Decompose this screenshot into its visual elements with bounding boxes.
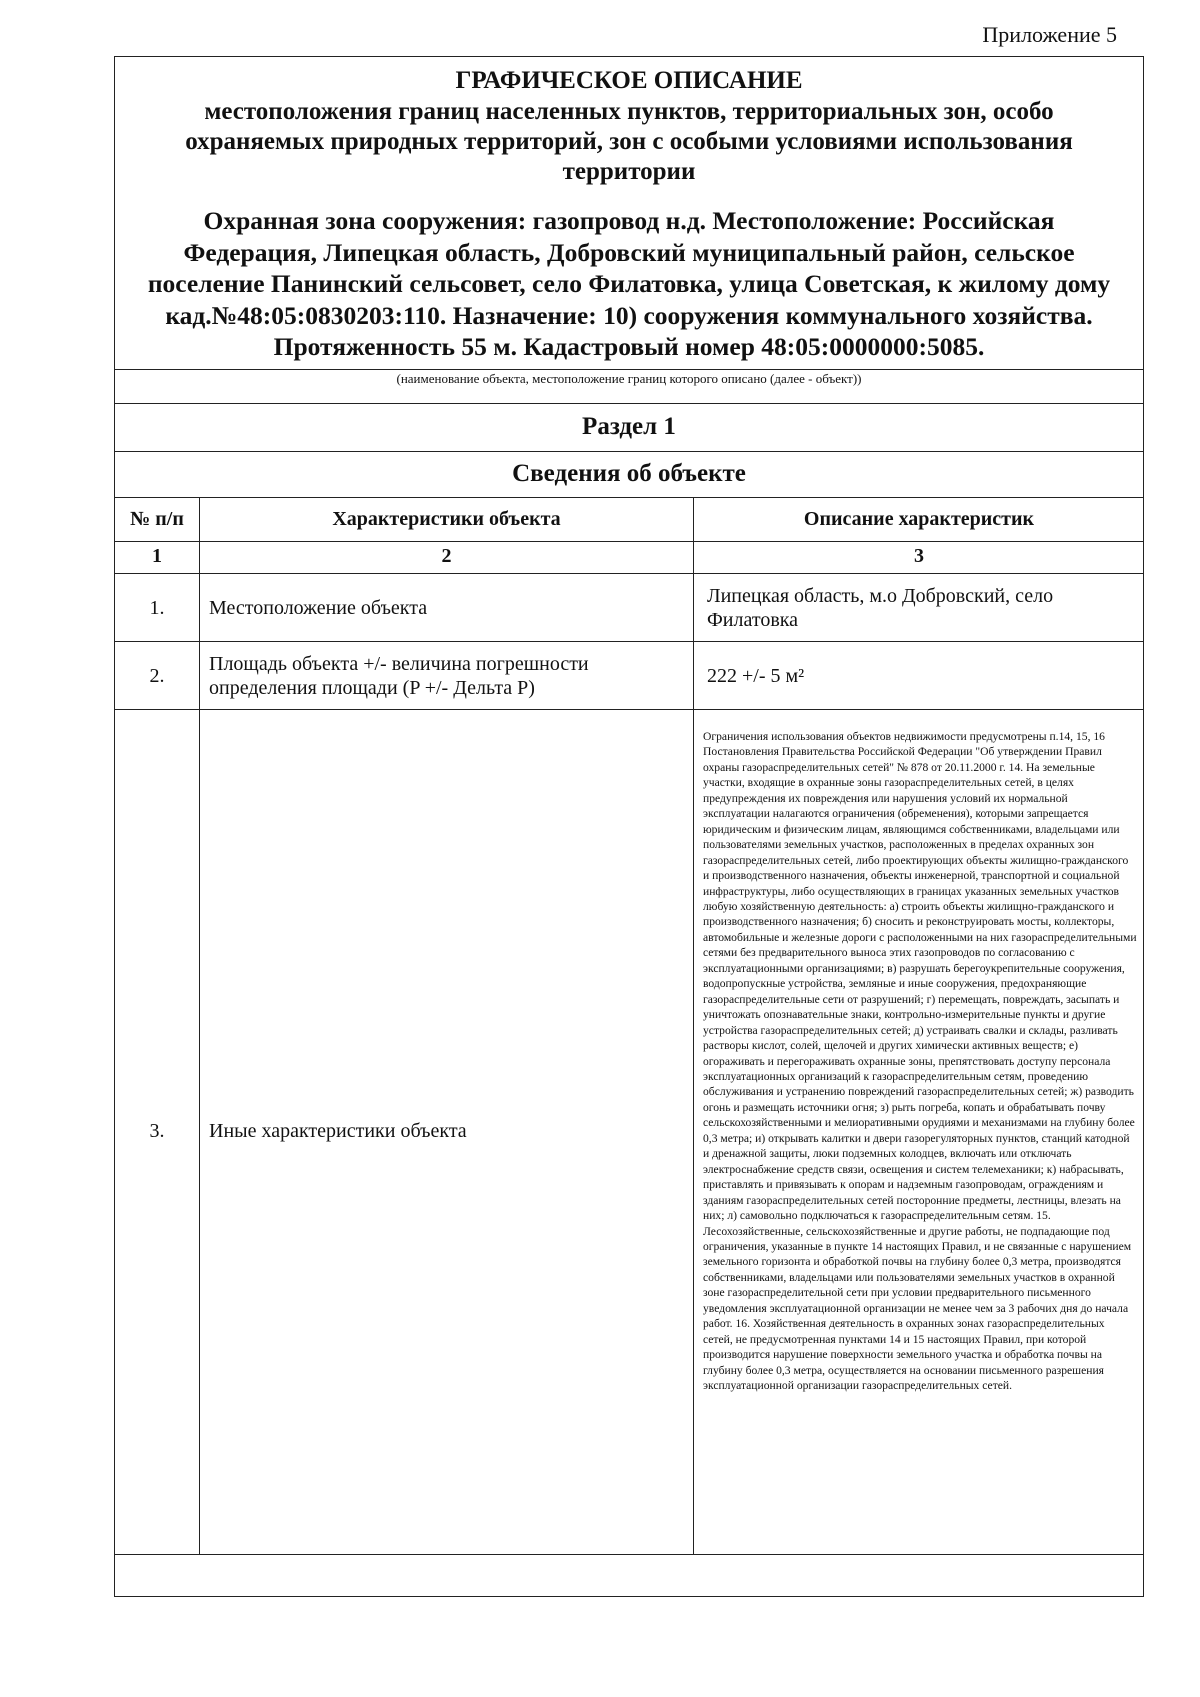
table-row-divider <box>115 709 1143 710</box>
row-description: 222 +/- 5 м² <box>707 665 805 687</box>
table-column-divider <box>693 497 694 1554</box>
row-number: 2. <box>149 665 165 687</box>
document-header <box>115 57 1143 369</box>
divider <box>115 369 1143 370</box>
object-caption: (наименование объекта, местоположение границ которого описано (далее - объект)) <box>396 371 862 386</box>
row-number: 1. <box>149 597 165 619</box>
table-column-divider <box>199 497 200 1554</box>
row-description: Липецкая область, м.о Добровский, село Филатовка <box>707 585 1054 631</box>
table-row-divider <box>115 1554 1143 1555</box>
divider <box>115 403 1143 404</box>
table-header-num: № п/п <box>130 508 184 530</box>
section-subtitle: Сведения об объекте <box>512 460 746 487</box>
row-characteristic: Площадь объекта +/- величина погрешности определения площади (P +/- Дельта P) <box>209 653 589 699</box>
table-col-number: 2 <box>441 545 452 567</box>
table-row-divider <box>115 641 1143 642</box>
divider <box>115 497 1143 498</box>
row-description: Ограничения использования объектов недвижимости предусмотрены п.14, 15, 16 Постановления Правительства Российской Федерации "Об утверждении Правил охраны газораспределительных сетей" № 878 от 20.11.2000 г. 14. На земельные участки, входящие в охранные зоны газораспределительных сетей, в целях предупреждения их повреждения или нарушения условий их нормальной эксплуатации налагаются ограничения (обременения), которыми запрещается юридическим и физическим лицам, являющимся собственниками, владельцами или пользователями земельных участков, расположенных в пределах охранных зон газораспределительных сетей, либо проектирующих объекты жилищно-гражданского и производственного назначения, объекты инженерной, транспортной и социальной инфраструктуры, либо осуществляющих в границах указанных земельных участков любую хозяйственную деятельность: а) строить объекты жилищно-гражданского и производственного назначения; б) сносить и реконструировать мосты, коллекторы, автомобильные и железные дороги с расположенными на них газораспределительными сетями без предварительного выноса этих газопроводов по согласованию с эксплуатационными организациями; в) разрушать берегоукрепительные сооружения, водопропускные устройства, земляные и иные сооружения, предохраняющие газораспределительные сети от разрушений; г) перемещать, повреждать, засыпать и уничтожать опознавательные знаки, контрольно-измерительные пункты и другие устройства газораспределительных сетей; д) устраивать свалки и склады, разливать растворы кислот, солей, щелочей и других химически активных веществ; е) огораживать и перегораживать охранные зоны, препятствовать доступу персонала эксплуатационных организаций к газораспределительным сетям, проведению обслуживания и устранению повреждений газораспределительных сетей; ж) разводить огонь и размещать источники огня; з) рыть погреба, копать и обрабатывать почву сельскохозяйственными и мелиоративными орудиями и механизмами на глубину более 0,3 метра; и) открывать калитки и двери газорегуляторных пунктов, станций катодной и дренажной защиты, люки подземных колодцев, включать или отключать электроснабжение средств связи, освещения и систем телемеханики; к) набрасывать, приставлять и привязывать к опорам и надземным газопроводам, ограждениям и зданиям газораспределительных сетей посторонние предметы, лестницы, влезать на них; л) самовольно подключаться к газораспределительным сетям. 15. Лесохозяйственные, сельскохозяйственные и другие работы, не подпадающие под ограничения, указанные в пункте 14 настоящих Правил, и не связанные с нарушением земельного горизонта и обработкой почвы на глубину более 0,3 метра, производятся собственниками, владельцами или пользователями земельных участков в охранной зоне газораспределительной сети при условии предварительного письменного уведомления эксплуатационной организации не менее чем за 3 рабочих дня до начала работ. 16. Хозяйственная деятельность в охранных зонах газораспределительных сетей, не предусмотренная пунктами 14 и 15 настоящих Правил, при которой производится нарушение поверхности земельного участка и обработка почвы на глубину более 0,3 метра, осуществляется на основании письменного разрешения эксплуатационной организации газораспределительных сетей. <box>703 730 1137 1393</box>
object-name: Охранная зона сооружения: газопровод н.д. Местоположение: Российская Федерация, Липецкая область, Добровский муниципальный район, сельское поселение Панинский сельсовет, село Филатовка, улица Советская, к жилому дому кад.№48:05:0830203:110. Назначение: 10) сооружения коммунального хозяйства. Протяженность 55 м. Кадастровый номер 48:05:0000000:5085. <box>147 206 1111 361</box>
table-header-characteristic: Характеристики объекта <box>332 508 561 530</box>
table-row-divider <box>115 573 1143 574</box>
table-col-number: 3 <box>914 545 924 567</box>
table-col-number: 1 <box>152 545 162 567</box>
divider <box>115 451 1143 452</box>
row-characteristic: Местоположение объекта <box>209 597 428 619</box>
document-subtitle: местоположения границ населенных пунктов, территориальных зон, особо охраняемых природных территорий, зон с особыми условиями использования территории <box>185 98 1073 185</box>
appendix-label: Приложение 5 <box>982 22 1117 47</box>
document-title: ГРАФИЧЕСКОЕ ОПИСАНИЕ <box>455 67 803 94</box>
table-row-divider <box>115 541 1143 542</box>
row-characteristic: Иные характеристики объекта <box>209 1120 467 1142</box>
document-frame <box>114 56 1144 1597</box>
section-title: Раздел 1 <box>582 413 676 440</box>
row-number: 3. <box>149 1120 165 1142</box>
table-header-description: Описание характеристик <box>803 508 1035 530</box>
